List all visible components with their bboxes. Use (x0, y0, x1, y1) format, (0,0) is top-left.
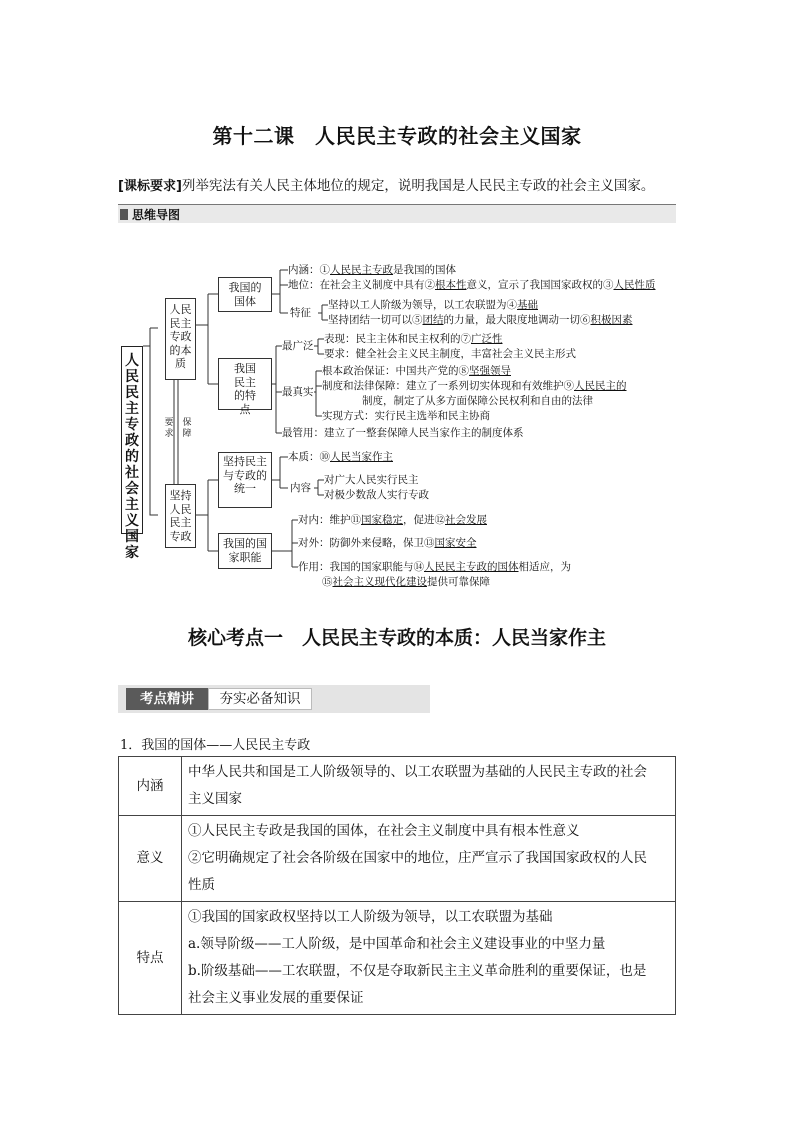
node-democracy-features: 我国民主的特点 (218, 358, 272, 410)
mm-most-extensive-label: 最广泛 (282, 340, 314, 352)
mm-essence: 本质：⑩人民当家作主 (288, 451, 393, 463)
table-key: 意义 (119, 816, 182, 902)
key-points-bar (118, 685, 430, 713)
mm-most-effective: 最管用：建立了一整套保障人民当家作主的制度体系 (282, 427, 524, 439)
table-row (119, 816, 676, 902)
mm-internal-function: 对内：维护⑪国家稳定，促进⑫社会发展 (298, 514, 487, 526)
branch-uphold-node: 坚持人民民主专政 (165, 484, 196, 548)
mm-genuine-institutional-guarantee-cont: 制度，制定了从多方面保障公民权利和自由的法律 (362, 395, 593, 407)
key-points-label: 考点精讲 (126, 688, 208, 710)
mm-genuine-political-guarantee: 根本政治保证：中国共产党的⑧坚强领导 (322, 365, 511, 377)
mm-status: 地位：在社会主义制度中具有②根本性意义，宣示了我国国家政权的③人民性质 (288, 279, 656, 291)
mm-genuine-realization: 实现方式：实行民主选举和民主协商 (322, 410, 490, 422)
table-key: 内涵 (119, 757, 182, 816)
mindmap-root-node: 人民民主专政的社会主义国家 (121, 346, 143, 534)
subheading: 1．我国的国体——人民民主专政 (120, 738, 311, 753)
branch-essence-node: 人民民主专政的本质 (165, 298, 196, 380)
arrow-label-require: 要求 (164, 418, 174, 439)
mm-content-democracy: 对广大人民实行民主 (324, 474, 419, 486)
requirement-tag: [课标要求] (118, 179, 182, 194)
key-points-sublabel: 夯实必备知识 (208, 688, 312, 710)
arrow-label-guarantee: 保障 (182, 418, 192, 439)
mm-external-function: 对外：防御外来侵略，保卫⑬国家安全 (298, 537, 477, 549)
node-state-functions: 我国的国家职能 (218, 533, 272, 569)
node-state-system: 我国的国体 (218, 277, 272, 312)
table-value: ①人民民主专政是我国的国体，在社会主义制度中具有根本性意义 ②它明确规定了社会各阶级在国家中的地位，庄严宣示了我国国家政权的人民 性质 (182, 816, 676, 902)
table-row (119, 757, 676, 816)
mm-connotation: 内涵：①人民民主专政是我国的国体 (288, 264, 456, 276)
mm-extensive-manifestation: 表现：民主主体和民主权利的⑦广泛性 (324, 333, 503, 345)
mm-genuine-institutional-guarantee: 制度和法律保障：建立了一系列切实体现和有效维护⑨人民民主的 (322, 380, 627, 392)
requirement-text: 列举宪法有关人民主体地位的规定，说明我国是人民民主专政的社会主义国家。 (181, 178, 655, 194)
mm-characteristics-label: 特征 (290, 307, 311, 319)
section-title: 核心考点一 人民民主专政的本质：人民当家作主 (187, 627, 606, 649)
table-row (119, 902, 676, 1015)
mindmap-header-label: 思维导图 (132, 208, 181, 222)
table-key: 特点 (119, 902, 182, 1015)
node-democracy-dictatorship-unity: 坚持民主与专政的统一 (218, 452, 272, 508)
lesson-title: 第十二课 人民民主专政的社会主义国家 (212, 124, 582, 148)
table-value: 中华人民共和国是工人阶级领导的、以工农联盟为基础的人民民主专政的社会 主义国家 (182, 757, 676, 816)
mm-characteristic-2: 坚持团结一切可以⑤团结的力量，最大限度地调动一切⑥积极因素 (328, 314, 633, 326)
table-value: ①我国的国家政权坚持以工人阶级为领导，以工农联盟为基础 a.领导阶级——工人阶级，是中国革命和社会主义建设事业的中坚力量 b.阶级基础——工农联盟，不仅是夺取新民主主义革命胜利的重要保证，也是 社会主义事业发展的重要保证 (182, 902, 676, 1015)
mm-function-role: 作用：我国的国家职能与⑭人民民主专政的国体相适应，为 (298, 561, 571, 573)
mm-characteristic-1: 坚持以工人阶级为领导，以工农联盟为④基础 (328, 299, 538, 311)
state-system-table (118, 756, 676, 1015)
mm-content-dictatorship: 对极少数敌人实行专政 (324, 489, 429, 501)
mm-most-genuine-label: 最真实 (282, 386, 314, 398)
mm-function-role-cont: ⑮社会主义现代化建设提供可靠保障 (322, 576, 490, 588)
mm-extensive-requirement: 要求：健全社会主义民主制度，丰富社会主义民主形式 (324, 348, 576, 360)
mm-content-label: 内容 (290, 482, 311, 494)
